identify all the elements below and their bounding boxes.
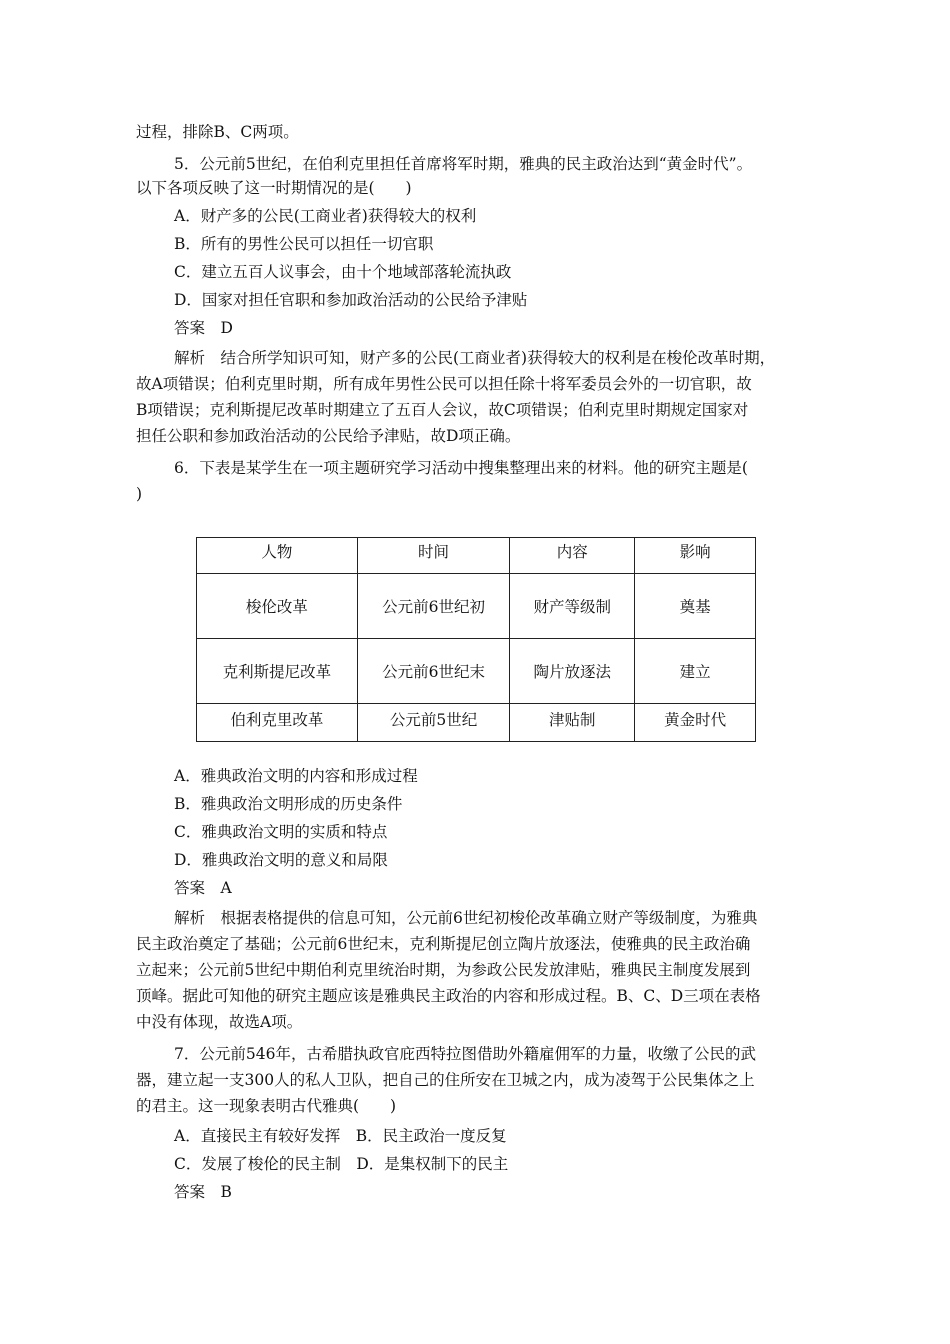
table-cell: 津贴制: [510, 704, 635, 742]
analysis-line: 解析 根据表格提供的信息可知，公元前6世纪初梭伦改革确立财产等级制度，为雅典: [174, 909, 758, 927]
option-a: A．财产多的公民(工商业者)获得较大的权利: [174, 207, 477, 225]
table-cell: 财产等级制: [510, 574, 635, 639]
table-row: [197, 704, 756, 742]
table-cell: 梭伦改革: [197, 574, 358, 639]
table-cell: 建立: [635, 639, 756, 704]
analysis-line: 解析 结合所学知识可知，财产多的公民(工商业者)获得较大的权利是在梭伦改革时期，: [174, 349, 776, 367]
table-cell: 克利斯提尼改革: [197, 639, 358, 704]
analysis-line: 顶峰。据此可知他的研究主题应该是雅典民主政治的内容和形成过程。B、C、D三项在表格: [136, 987, 761, 1005]
option-c: C．雅典政治文明的实质和特点: [174, 823, 388, 841]
option-d: D．雅典政治文明的意义和局限: [174, 851, 388, 869]
material-table: [196, 537, 756, 742]
table-cell: 黄金时代: [635, 704, 756, 742]
table-header-cell: 时间: [357, 538, 510, 574]
table-cell: 伯利克里改革: [197, 704, 358, 742]
text-line: 过程，排除B、C两项。: [136, 123, 299, 141]
analysis-line: B项错误；克利斯提尼改革时期建立了五百人会议，故C项错误；伯利克里时期规定国家对: [136, 401, 749, 419]
question-7-stem-cont: 的君主。这一现象表明古代雅典( ): [136, 1097, 397, 1115]
analysis-line: 民主政治奠定了基础；公元前6世纪末，克利斯提尼创立陶片放逐法，使雅典的民主政治确: [136, 935, 751, 953]
table-cell: 公元前6世纪末: [357, 639, 510, 704]
analysis-line: 担任公职和参加政治活动的公民给予津贴，故D项正确。: [136, 427, 521, 445]
table-header-cell: 内容: [510, 538, 635, 574]
options-cd: C．发展了梭伦的民主制 D．是集权制下的民主: [174, 1155, 509, 1173]
answer-label: 答案 A: [174, 879, 232, 897]
question-7-stem: 7．公元前546年，古希腊执政官庇西特拉图借助外籍雇佣军的力量，收缴了公民的武: [174, 1045, 756, 1063]
table-cell: 陶片放逐法: [510, 639, 635, 704]
table-cell: 奠基: [635, 574, 756, 639]
table-header-cell: 影响: [635, 538, 756, 574]
question-5-stem-cont: 以下各项反映了这一时期情况的是( ): [136, 179, 412, 197]
analysis-line: 立起来；公元前5世纪中期伯利克里统治时期，为参政公民发放津贴，雅典民主制度发展到: [136, 961, 751, 979]
table-header-cell: 人物: [197, 538, 358, 574]
table-cell: 公元前5世纪: [357, 704, 510, 742]
option-b: B．所有的男性公民可以担任一切官职: [174, 235, 434, 253]
answer-label: 答案 B: [174, 1183, 232, 1201]
answer-label: 答案 D: [174, 319, 233, 337]
analysis-line: 故A项错误；伯利克里时期，所有成年男性公民可以担任除十将军委员会外的一切官职，故: [136, 375, 752, 393]
option-a: A．雅典政治文明的内容和形成过程: [174, 767, 418, 785]
table-row: [197, 639, 756, 704]
question-6-stem-cont: ): [136, 485, 143, 503]
table-row: [197, 574, 756, 639]
option-d: D．国家对担任官职和参加政治活动的公民给予津贴: [174, 291, 528, 309]
question-6-stem: 6．下表是某学生在一项主题研究学习活动中搜集整理出来的材料。他的研究主题是(: [174, 459, 748, 477]
option-b: B．雅典政治文明形成的历史条件: [174, 795, 403, 813]
table-cell: 公元前6世纪初: [357, 574, 510, 639]
options-ab: A．直接民主有较好发挥 B．民主政治一度反复: [174, 1127, 507, 1145]
analysis-line: 中没有体现，故选A项。: [136, 1013, 303, 1031]
question-5-stem: 5．公元前5世纪，在伯利克里担任首席将军时期，雅典的民主政治达到“黄金时代”。: [174, 155, 753, 173]
question-7-stem-cont: 器，建立起一支300人的私人卫队，把自己的住所安在卫城之内，成为凌驾于公民集体之上: [136, 1071, 755, 1089]
option-c: C．建立五百人议事会，由十个地域部落轮流执政: [174, 263, 512, 281]
table-header-row: [197, 538, 756, 574]
